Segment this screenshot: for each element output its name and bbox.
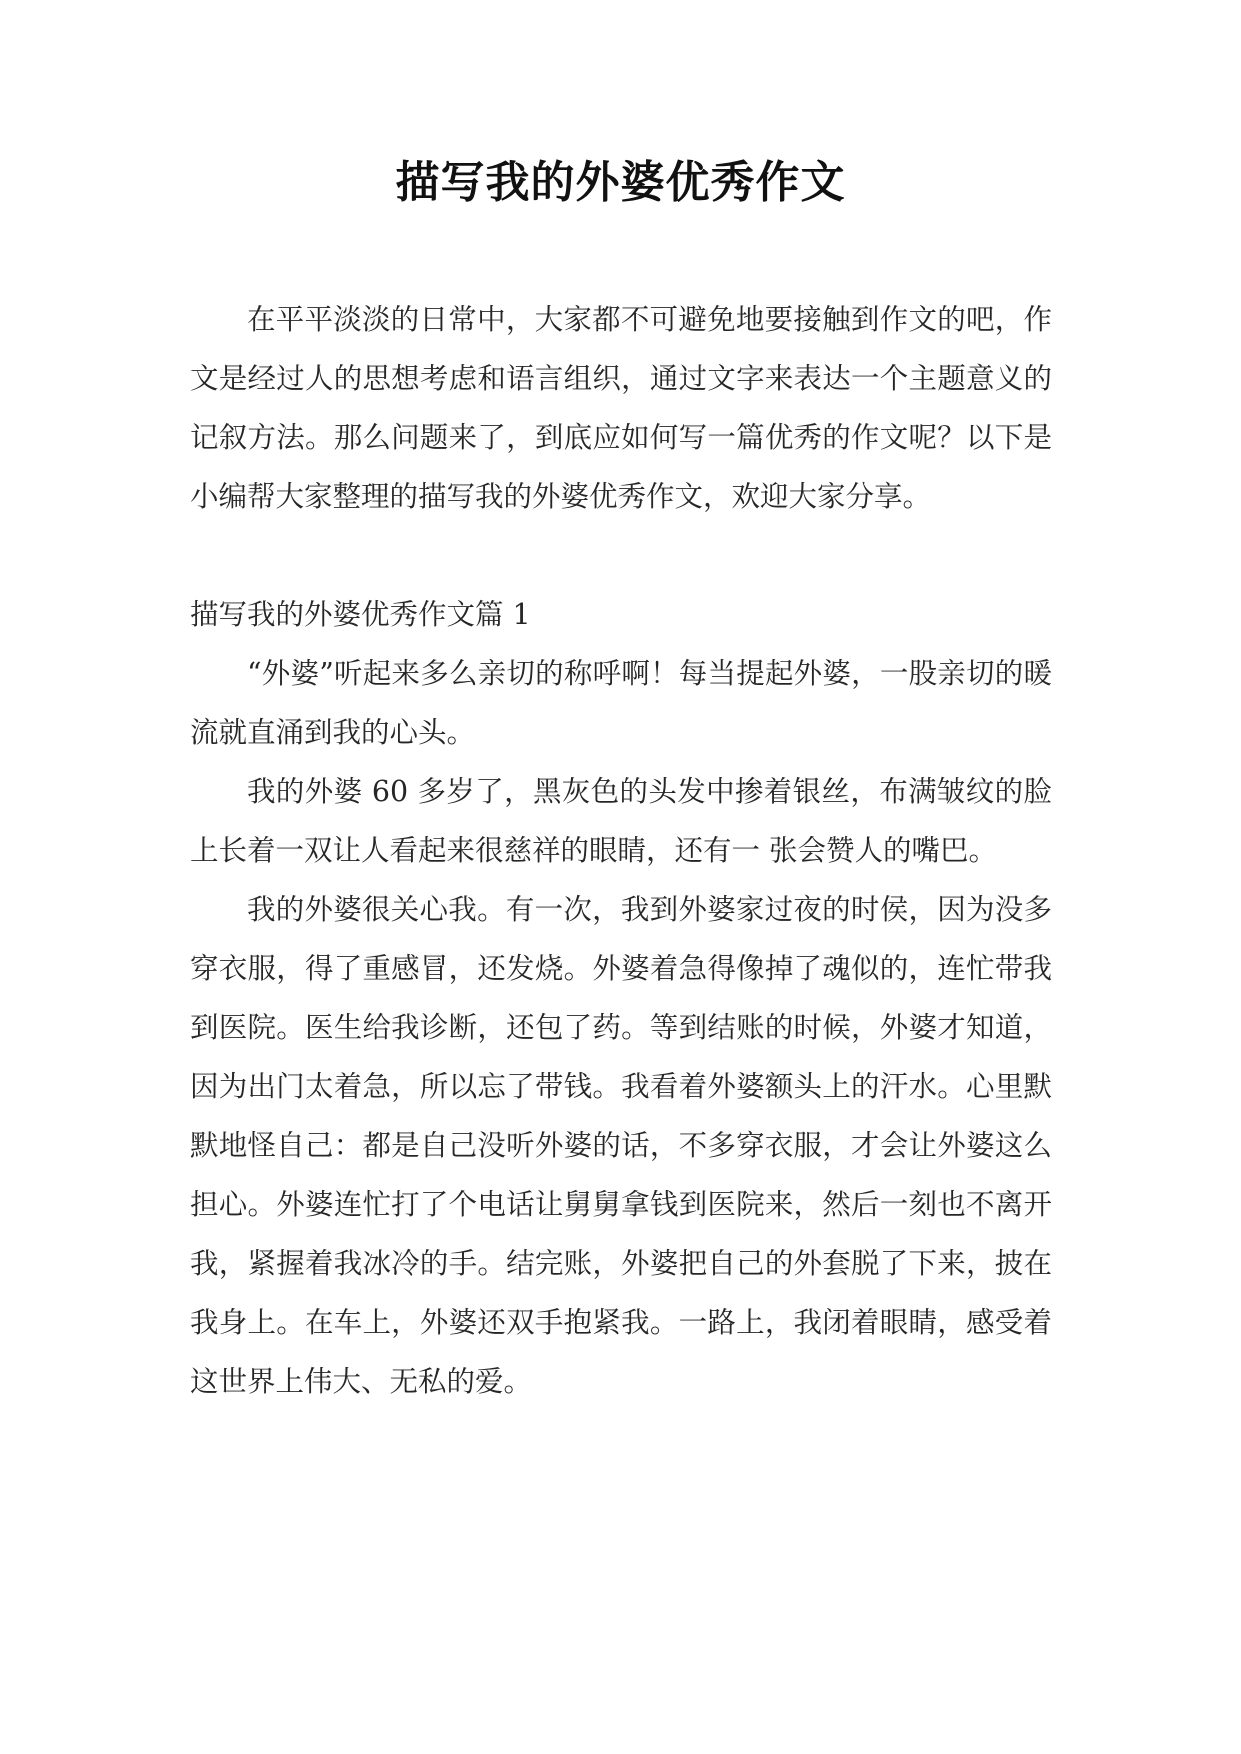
document-body [190, 290, 1052, 1411]
body-paragraph-1: “外婆”听起来多么亲切的称呼啊！每当提起外婆，一股亲切的暖流就直涌到我的心头。 [190, 657, 1052, 749]
intro-paragraph: 在平平淡淡的日常中，大家都不可避免地要接触到作文的吧，作文是经过人的思想考虑和语言组织，通过文字来表达一个主题意义的记叙方法。那么问题来了，到底应如何写一篇优秀的作文呢？以下是小编帮大家整理的描写我的外婆优秀作文，欢迎大家分享。 [190, 303, 1052, 513]
body-paragraph-3: 我的外婆很关心我。有一次，我到外婆家过夜的时侯，因为没多穿衣服，得了重感冒，还发烧。外婆着急得像掉了魂似的，连忙带我到医院。医生给我诊断，还包了药。等到结账的时候，外婆才知道，因为出门太着急，所以忘了带钱。我看着外婆额头上的汗水。心里默默地怪自己：都是自己没听外婆的话，不多穿衣服，才会让外婆这么担心。外婆连忙打了个电话让舅舅拿钱到医院来，然后一刻也不离开我，紧握着我冰冷的手。结完账，外婆把自己的外套脱了下来，披在我身上。在车上，外婆还双手抱紧我。一路上，我闭着眼睛，感受着这世界上伟大、无私的爱。 [190, 893, 1052, 1398]
body-paragraph-2: 我的外婆 60 多岁了，黑灰色的头发中掺着银丝，布满皱纹的脸上长着一双让人看起来很慈祥的眼睛，还有一 张会赞人的嘴巴。 [190, 775, 1052, 867]
section-heading: 描写我的外婆优秀作文篇 1 [190, 598, 531, 631]
document-title: 描写我的外婆优秀作文 [395, 157, 846, 208]
